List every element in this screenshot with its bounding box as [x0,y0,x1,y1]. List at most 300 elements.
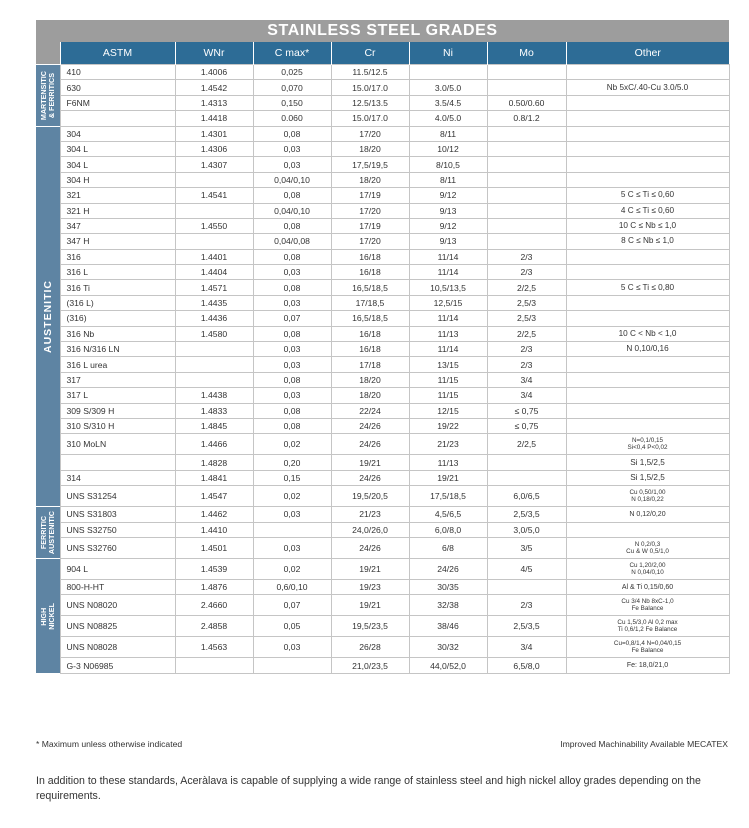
header-mo: Mo [487,42,566,65]
cell-ni: 11/13 [409,455,487,470]
cell-ni: 8/11 [409,172,487,187]
cell-astm: 304 L [60,141,175,156]
cell-astm: 347 [60,218,175,233]
cell-cr: 17/18,5 [331,295,409,310]
cell-cr: 17/19 [331,218,409,233]
table-row [36,126,729,141]
cell-wnr: 1.4435 [175,295,253,310]
cell-other [566,616,729,637]
cell-cr: 17/20 [331,126,409,141]
machinability-note: Improved Machinability Available MECATEX [560,739,728,749]
table-row [36,357,729,372]
cell-astm: 410 [60,65,175,80]
cell-mo: 3/4 [487,637,566,658]
cell-mo [487,141,566,156]
cell-ni: 19/22 [409,418,487,433]
cell-cr: 16,5/18,5 [331,280,409,295]
table-row [36,595,729,616]
cell-cmax: 0,02 [253,486,331,507]
cell-cmax: 0,070 [253,80,331,95]
cell-wnr: 1.4547 [175,486,253,507]
cell-astm: F6NM [60,95,175,110]
cell-mo: ≤ 0,75 [487,403,566,418]
other-line: N 0,04/0,10 [631,568,664,576]
cell-mo [487,80,566,95]
cell-ni: 8/11 [409,126,487,141]
other-line: N 0,2/0,3 [634,540,661,548]
cell-cr: 19/23 [331,579,409,594]
cell-other [566,637,729,658]
cell-ni: 11/15 [409,372,487,387]
other-line: Cu 1,5/3,0 Al 0,2 max [617,619,678,627]
cell-wnr [175,203,253,218]
cell-cmax: 0,08 [253,418,331,433]
cell-mo: 2/3 [487,357,566,372]
cell-cmax: 0,08 [253,280,331,295]
cell-cmax: 0,04/0,10 [253,203,331,218]
cell-cmax: 0,03 [253,141,331,156]
cell-other: Si 1,5/2,5 [566,455,729,470]
cell-ni: 13/15 [409,357,487,372]
cell-mo: 2,5/3,5 [487,507,566,522]
cell-cr: 16,5/18,5 [331,311,409,326]
cell-cr: 18/20 [331,388,409,403]
cell-mo [487,234,566,249]
cell-wnr: 1.4542 [175,80,253,95]
cell-mo: 0.8/1.2 [487,111,566,126]
cell-cr: 18/20 [331,372,409,387]
cell-astm: UNS S31254 [60,486,175,507]
table-row [36,111,729,126]
cell-ni: 9/12 [409,218,487,233]
table-row [36,265,729,280]
cell-cmax: 0,150 [253,95,331,110]
other-line: Cu 1,20/2,00 [629,561,666,569]
cell-cr: 11.5/12.5 [331,65,409,80]
other-line: Ti 0,6/1,2 Fe Balance [617,626,678,634]
cell-other: 8 C ≤ Nb ≤ 1,0 [566,234,729,249]
table-row [36,616,729,637]
cell-ni: 17,5/18,5 [409,486,487,507]
cell-cmax: 0,07 [253,595,331,616]
cell-cr: 24/26 [331,470,409,485]
cell-ni: 9/13 [409,203,487,218]
cell-cr: 24/26 [331,418,409,433]
cell-ni: 11/14 [409,249,487,264]
cell-cr: 21,0/23,5 [331,658,409,673]
cell-cr: 16/18 [331,249,409,264]
cell-cr: 12.5/13.5 [331,95,409,110]
table-row [36,637,729,658]
cell-cmax: 0,08 [253,249,331,264]
cell-other [566,249,729,264]
cell-cmax: 0,08 [253,126,331,141]
cell-ni: 3.5/4.5 [409,95,487,110]
cell-cmax: 0,08 [253,403,331,418]
cell-wnr: 1.4563 [175,637,253,658]
cell-astm: 316 Ti [60,280,175,295]
cell-mo: 2/3 [487,265,566,280]
cell-ni: 3.0/5.0 [409,80,487,95]
cell-cmax: 0,08 [253,218,331,233]
cell-mo [487,126,566,141]
table-row [36,434,729,455]
cell-cmax: 0,03 [253,295,331,310]
header-cmax: C max* [253,42,331,65]
cell-wnr: 1.4580 [175,326,253,341]
cell-ni: 38/46 [409,616,487,637]
cell-mo [487,218,566,233]
table-row [36,80,729,95]
other-line: Cu & W 0,5/1,0 [626,547,669,555]
cell-astm: 316 L [60,265,175,280]
intro-paragraph: In addition to these standards, Aceràlava is capable of supplying a wide range of stainless steel and high nickel alloy grades depending on the requirements. [36,775,701,802]
cell-other [566,95,729,110]
cell-cr: 22/24 [331,403,409,418]
cell-cmax [253,658,331,673]
cell-ni: 12/15 [409,403,487,418]
cell-cmax: 0,03 [253,537,331,558]
cell-ni: 11/14 [409,311,487,326]
cell-astm [60,455,175,470]
stainless-steel-grades-table [36,42,730,674]
cell-wnr: 1.4571 [175,280,253,295]
cell-mo: 6,0/6,5 [487,486,566,507]
cell-other [566,111,729,126]
cell-wnr: 1.4301 [175,126,253,141]
header-row [36,42,729,65]
cell-other: 4 C ≤ Ti ≤ 0,60 [566,203,729,218]
cell-other: Nb 5xC/.40-Cu 3.0/5.0 [566,80,729,95]
cell-cr: 19,5/23,5 [331,616,409,637]
cell-cmax: 0,08 [253,326,331,341]
table-row [36,203,729,218]
cell-mo [487,65,566,80]
cell-astm: 317 [60,372,175,387]
cell-wnr: 2.4660 [175,595,253,616]
cell-other [566,172,729,187]
table-row [36,295,729,310]
cell-cmax: 0,03 [253,265,331,280]
cell-wnr: 1.4876 [175,579,253,594]
footnote: * Maximum unless otherwise indicated [36,739,183,749]
cell-ni: 11/13 [409,326,487,341]
cell-ni: 30/35 [409,579,487,594]
cell-mo: 2/2,5 [487,434,566,455]
cell-wnr: 1.4410 [175,522,253,537]
cell-mo: 0.50/0.60 [487,95,566,110]
cell-cr: 17/18 [331,357,409,372]
cell-mo: 2,5/3 [487,295,566,310]
cell-astm: 310 S/310 H [60,418,175,433]
cell-wnr: 1.4539 [175,558,253,579]
cell-other [566,595,729,616]
cell-cmax: 0,02 [253,558,331,579]
table-row [36,388,729,403]
cell-ni: 19/21 [409,470,487,485]
table-row [36,311,729,326]
cell-wnr [175,372,253,387]
header-wnr: WNr [175,42,253,65]
cell-other [566,403,729,418]
other-line: Fe Balance [631,605,664,613]
cell-wnr: 1.4833 [175,403,253,418]
cell-mo: 2/2,5 [487,326,566,341]
cell-wnr: 1.4404 [175,265,253,280]
cell-astm: 321 H [60,203,175,218]
cell-ni: 10/12 [409,141,487,156]
cell-other [566,434,729,455]
cell-other: 10 C < Nb < 1,0 [566,326,729,341]
cell-cr: 19/21 [331,455,409,470]
cell-other [566,507,729,522]
cell-mo [487,172,566,187]
table-row [36,507,729,522]
cell-astm [60,111,175,126]
cell-astm: UNS N08028 [60,637,175,658]
table-row [36,658,729,673]
table-row [36,403,729,418]
cell-cr: 19/21 [331,595,409,616]
table-row [36,65,729,80]
table-row [36,234,729,249]
category-label [36,126,60,507]
cell-other [566,126,729,141]
cell-mo [487,203,566,218]
cell-other: N 0,10/0,16 [566,342,729,357]
cell-wnr: 1.4841 [175,470,253,485]
header-astm: ASTM [60,42,175,65]
cell-wnr: 1.4550 [175,218,253,233]
cell-wnr: 1.4307 [175,157,253,172]
cell-other [566,265,729,280]
table-row [36,326,729,341]
cell-other [566,486,729,507]
cell-cmax: 0,03 [253,157,331,172]
cell-mo [487,188,566,203]
category-label [36,65,60,127]
cell-cr: 17,5/19,5 [331,157,409,172]
cell-mo: ≤ 0,75 [487,418,566,433]
cell-cmax: 0,20 [253,455,331,470]
cell-wnr [175,357,253,372]
header-ni: Ni [409,42,487,65]
cell-other [566,418,729,433]
table-row [36,280,729,295]
cell-cmax: 0,03 [253,342,331,357]
cell-ni: 6/8 [409,537,487,558]
cell-other [566,658,729,673]
cell-cr: 26/28 [331,637,409,658]
cell-mo: 2,5/3 [487,311,566,326]
cell-ni: 11/14 [409,342,487,357]
cell-wnr: 1.4006 [175,65,253,80]
cell-cmax: 0.060 [253,111,331,126]
cell-cr: 16/18 [331,265,409,280]
cell-cr: 17/20 [331,203,409,218]
cell-ni: 11/15 [409,388,487,403]
cell-wnr: 1.4501 [175,537,253,558]
cell-wnr: 1.4462 [175,507,253,522]
cell-wnr: 1.4401 [175,249,253,264]
table-title: STAINLESS STEEL GRADES [36,20,729,42]
other-line: Al & Ti 0,15/0,60 [621,583,674,591]
cell-astm: 310 MoLN [60,434,175,455]
category-label-line: FERRITIC [38,515,48,550]
cell-cmax [253,522,331,537]
cell-mo: 3,0/5,0 [487,522,566,537]
cell-mo: 2,5/3,5 [487,616,566,637]
cell-wnr: 1.4436 [175,311,253,326]
cell-cmax: 0,6/0,10 [253,579,331,594]
table-row [36,579,729,594]
cell-ni: 8/10,5 [409,157,487,172]
cell-wnr [175,342,253,357]
cell-cr: 19/21 [331,558,409,579]
cell-astm: 304 [60,126,175,141]
cell-other [566,357,729,372]
cell-astm: 321 [60,188,175,203]
grades-body [36,65,729,674]
cell-wnr: 1.4828 [175,455,253,470]
cell-astm: 314 [60,470,175,485]
cell-cmax: 0,04/0,10 [253,172,331,187]
cell-astm: 316 N/316 LN [60,342,175,357]
category-label [36,558,60,673]
cell-astm: 347 H [60,234,175,249]
cell-mo: 2/3 [487,342,566,357]
table-row [36,537,729,558]
cell-astm: 316 Nb [60,326,175,341]
cell-mo: 3/5 [487,537,566,558]
cell-astm: 316 [60,249,175,264]
table-row [36,95,729,110]
cell-wnr: 1.4541 [175,188,253,203]
cell-wnr [175,172,253,187]
cell-cr: 17/20 [331,234,409,249]
cell-cmax: 0,02 [253,434,331,455]
cell-astm: 304 H [60,172,175,187]
cell-cr: 17/19 [331,188,409,203]
other-line: Cu 3/4 Nb 8xC-1,0 [621,598,674,606]
cell-wnr: 2.4858 [175,616,253,637]
cell-ni: 9/12 [409,188,487,203]
table-row [36,157,729,172]
cell-mo [487,579,566,594]
table-row [36,218,729,233]
cell-cr: 16/18 [331,326,409,341]
cell-astm: (316 L) [60,295,175,310]
cell-wnr: 1.4306 [175,141,253,156]
cell-astm: 630 [60,80,175,95]
header-cr: Cr [331,42,409,65]
other-line: Cu=0,8/1,4 N=0,04/0,15 [613,640,682,648]
cell-astm: 317 L [60,388,175,403]
cell-other: 5 C ≤ Ti ≤ 0,80 [566,280,729,295]
cell-astm: UNS S32760 [60,537,175,558]
cell-other [566,65,729,80]
cell-astm: UNS S32750 [60,522,175,537]
table-row [36,372,729,387]
cell-mo: 2/3 [487,249,566,264]
cell-mo [487,470,566,485]
cell-wnr: 1.4313 [175,95,253,110]
cell-cr: 24/26 [331,434,409,455]
cell-cr: 19,5/20,5 [331,486,409,507]
category-label-line: NICKEL [46,602,56,630]
cell-cmax: 0,15 [253,470,331,485]
table-row [36,249,729,264]
cell-cmax: 0,08 [253,188,331,203]
cell-wnr: 1.4466 [175,434,253,455]
table-row [36,455,729,470]
cell-astm: 904 L [60,558,175,579]
table-row [36,418,729,433]
cell-ni: 11/14 [409,265,487,280]
cell-wnr: 1.4418 [175,111,253,126]
cell-ni: 21/23 [409,434,487,455]
cell-astm: UNS N08825 [60,616,175,637]
table-row [36,342,729,357]
cell-cmax: 0,03 [253,507,331,522]
cell-cmax: 0,04/0,08 [253,234,331,249]
other-line: Si<0,4 P<0,02 [627,444,668,452]
other-line: Cu 0,50/1,00 [629,488,666,496]
other-line: N 0,18/0,22 [631,496,664,504]
category-label [36,507,60,559]
cell-other [566,141,729,156]
table-row [36,172,729,187]
cell-other [566,579,729,594]
cell-other: 10 C ≤ Nb ≤ 1,0 [566,218,729,233]
cell-ni: 30/32 [409,637,487,658]
cell-cmax: 0,03 [253,637,331,658]
cell-wnr: 1.4438 [175,388,253,403]
cell-cr: 16/18 [331,342,409,357]
cell-cr: 18/20 [331,141,409,156]
cell-other [566,537,729,558]
cell-ni: 4,5/6,5 [409,507,487,522]
cell-mo: 2/2,5 [487,280,566,295]
cell-ni: 24/26 [409,558,487,579]
other-line: N=0,1/0,15 [632,437,663,445]
other-line: Fe: 18,0/21,0 [626,661,669,669]
cell-astm: (316) [60,311,175,326]
cell-mo: 2/3 [487,595,566,616]
cell-other: Si 1,5/2,5 [566,470,729,485]
table-row [36,558,729,579]
cell-ni: 9/13 [409,234,487,249]
cell-other [566,558,729,579]
cell-other: 5 C ≤ Ti ≤ 0,60 [566,188,729,203]
cell-ni: 10,5/13,5 [409,280,487,295]
cell-ni: 44,0/52,0 [409,658,487,673]
cell-mo: 4/5 [487,558,566,579]
cell-astm: 800-H-HT [60,579,175,594]
cell-ni: 12,5/15 [409,295,487,310]
other-line: N 0,12/0,20 [629,510,666,518]
cell-mo: 3/4 [487,388,566,403]
cell-cmax: 0,08 [253,372,331,387]
category-label-line: HIGH [38,607,48,626]
cell-cmax: 0,07 [253,311,331,326]
cell-mo [487,157,566,172]
header-other: Other [566,42,729,65]
table-row [36,470,729,485]
header-spacer [36,42,60,65]
category-label-line: & FERRITICS [46,72,56,118]
cell-astm: 316 L urea [60,357,175,372]
